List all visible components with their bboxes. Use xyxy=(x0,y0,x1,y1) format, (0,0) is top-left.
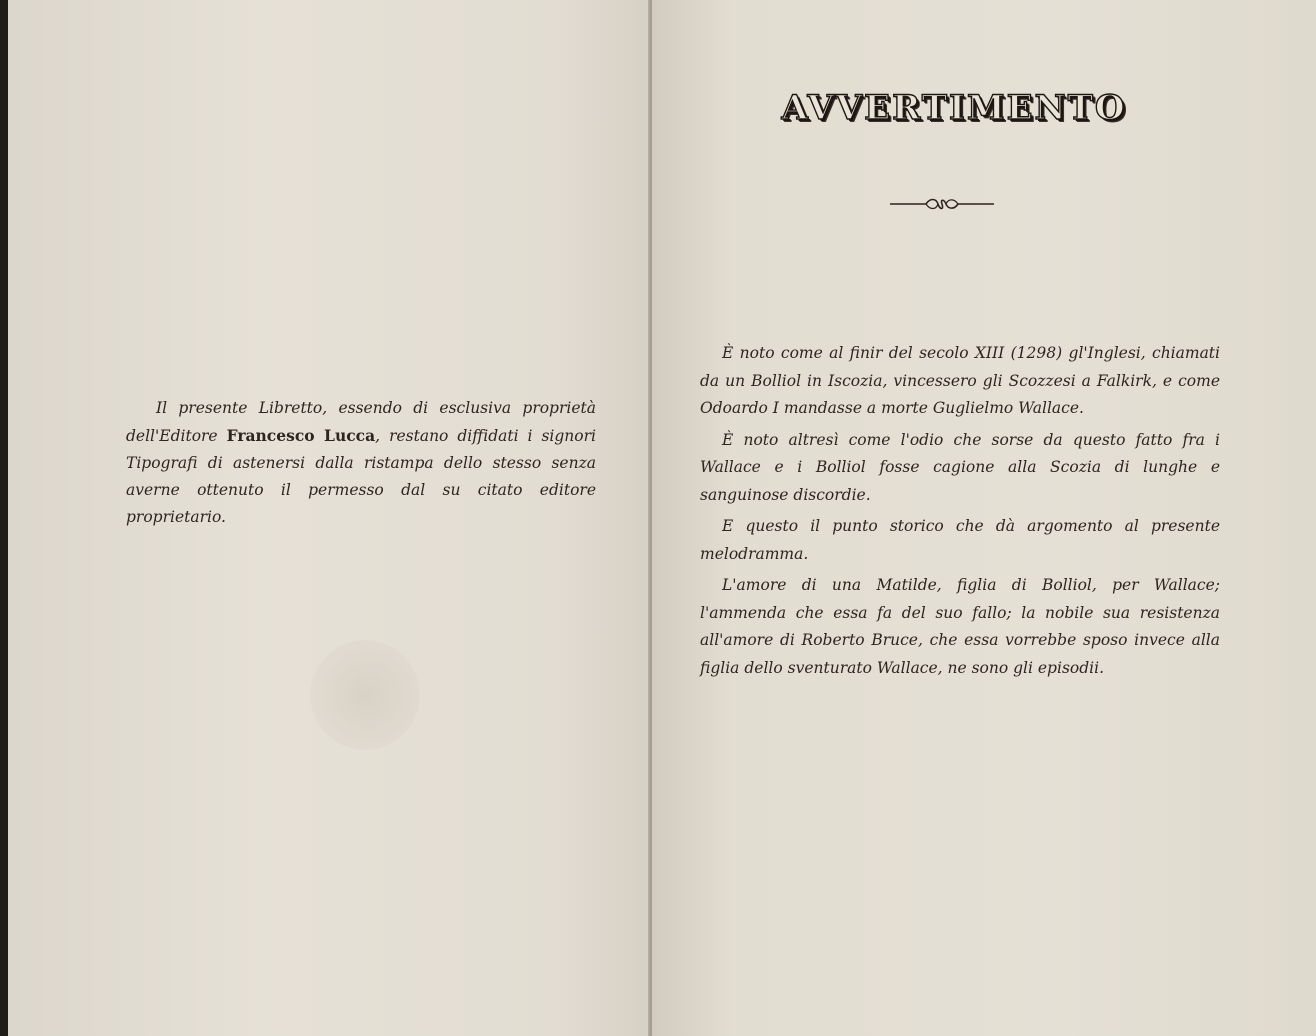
page-heading: AVVERTIMENTO xyxy=(781,88,1127,128)
publisher-name: Francesco Lucca xyxy=(226,426,376,445)
show-through-emblem xyxy=(310,640,420,750)
notice-text-after: , restano diffidati i signori Tipografi di astenersi dalla ristampa dello stesso senza averne ottenuto il permesso dal su citato editore proprietario. xyxy=(126,427,596,526)
paragraph: L'amore di una Matilde, figlia di Bolliol, per Wallace; l'ammenda che essa fa del suo fallo; la nobile sua resistenza all'amore di Roberto Bruce, che essa vorrebbe sposo invece alla figlia dello sventurato Wallace, ne sono gli episodii. xyxy=(700,576,1220,677)
foreword-text xyxy=(700,340,1220,686)
scroll-ornament-icon xyxy=(888,196,996,212)
paragraph: È noto come al finir del secolo XIII (1298) gl'Inglesi, chiamati da un Bolliol in Iscozia, vincessero gli Scozzesi a Falkirk, e come Odoardo I mandasse a morte Guglielmo Wallace. xyxy=(700,344,1220,417)
copyright-notice xyxy=(126,395,596,531)
left-page xyxy=(8,0,650,1036)
right-page xyxy=(652,0,1316,1036)
paragraph: E questo il punto storico che dà argomento al presente melodramma. xyxy=(700,517,1220,563)
notice-text-before: Il presente Libretto, essendo di esclusiva proprietà dell'Editore xyxy=(126,399,596,445)
paragraph: È noto altresì come l'odio che sorse da questo fatto fra i Wallace e i Bolliol fosse cagione alla Scozia di lunghe e sanguinose discordie. xyxy=(700,430,1220,504)
